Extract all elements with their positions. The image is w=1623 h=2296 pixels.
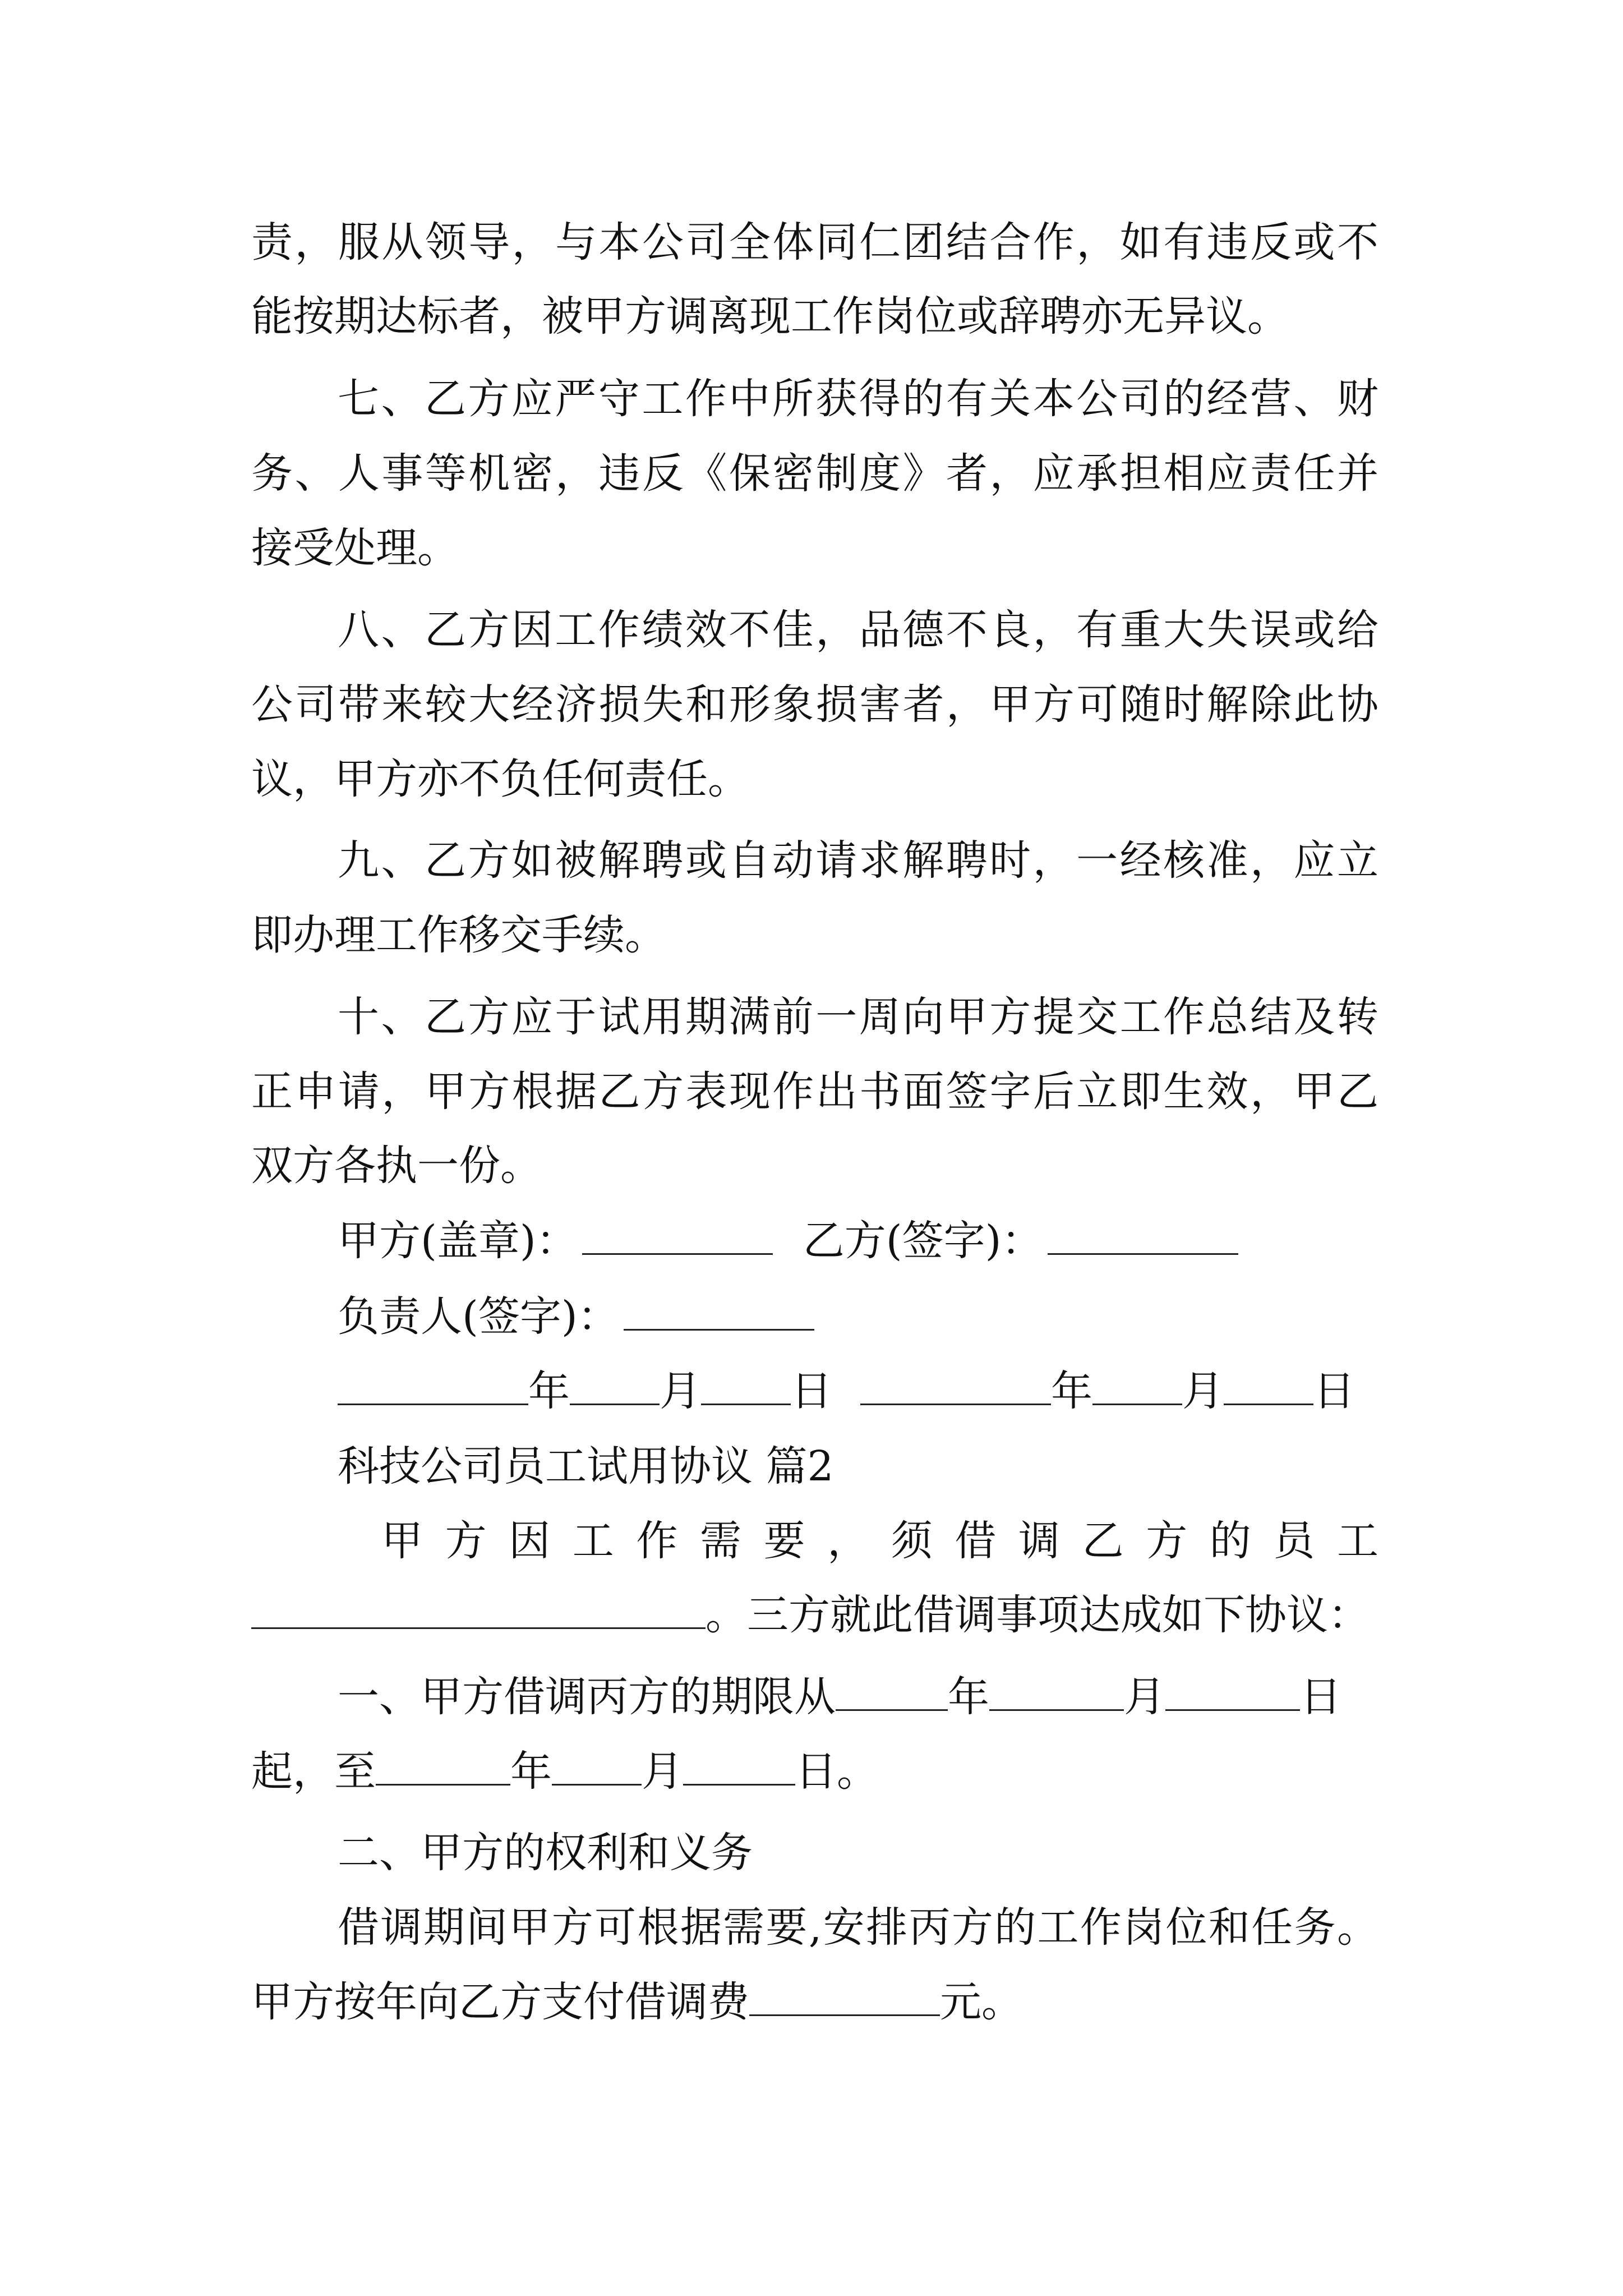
paragraph-line: 务、人事等机密，违反《保密制度》者，应承担相应责任并 (251, 449, 1378, 498)
to-year-blank[interactable] (376, 1745, 510, 1786)
party-a-blank[interactable] (582, 1214, 773, 1255)
date-month-blank-2[interactable] (1092, 1364, 1182, 1405)
date-year-blank[interactable] (338, 1364, 528, 1405)
signature-row-dates (338, 1363, 1355, 1419)
item-1-start: 一、甲方借调丙方的期限从 (338, 1673, 836, 1721)
employee-name-blank[interactable] (251, 1588, 706, 1629)
to-day-label: 日 (795, 1747, 837, 1796)
to-month-blank[interactable] (552, 1745, 642, 1786)
paragraph-line: 责，服从领导，与本公司全体同仁团结合作，如有违反或不 (251, 218, 1378, 266)
responsible-label: 负责人(签字)： (338, 1292, 619, 1341)
year-label-2: 年 (1051, 1367, 1092, 1415)
signature-row-responsible (338, 1289, 814, 1345)
day-label: 日 (791, 1367, 832, 1415)
party-a-label: 甲方(盖章)： (338, 1217, 578, 1265)
to-month-label: 月 (642, 1747, 683, 1796)
clause-10-line: 十、乙方应于试用期满前一周向甲方提交工作总结及转 (338, 993, 1378, 1041)
paragraph-line: 正申请，甲方根据乙方表现作出书面签字后立即生效，甲乙 (251, 1068, 1378, 1116)
party-b-blank[interactable] (1048, 1214, 1238, 1255)
section-2-intro: 甲方因工作需要，须借调乙方的员工 (381, 1517, 1378, 1565)
signature-row-parties (338, 1213, 1238, 1269)
fee-end: 元。 (940, 1978, 1023, 2026)
paragraph-line: 议，甲方亦不负任何责任。 (251, 755, 749, 803)
day-label-2: 日 (1313, 1367, 1355, 1415)
year-label: 年 (528, 1367, 570, 1415)
from-month-label: 月 (1124, 1673, 1165, 1721)
clause-7-line: 七、乙方应严守工作中所获得的有关本公司的经营、财 (338, 375, 1378, 423)
date-day-blank[interactable] (701, 1364, 791, 1405)
to-day-blank[interactable] (683, 1745, 795, 1786)
month-label: 月 (660, 1367, 701, 1415)
section-2-intro-line2 (251, 1587, 1370, 1643)
item-2-title: 二、甲方的权利和义务 (338, 1829, 753, 1877)
paragraph-line: 双方各执一份。 (251, 1142, 542, 1190)
period-end: 。 (837, 1747, 878, 1796)
responsible-blank[interactable] (624, 1290, 814, 1331)
section-2-title: 科技公司员工试用协议 篇2 (338, 1442, 834, 1490)
paragraph-line: 公司带来较大经济损失和形象损害者，甲方可随时解除此协 (251, 680, 1378, 729)
date-year-blank-2[interactable] (860, 1364, 1051, 1405)
month-label-2: 月 (1182, 1367, 1224, 1415)
from-year-label: 年 (948, 1673, 989, 1721)
paragraph-line: 能按期达标者，被甲方调离现工作岗位或辞聘亦无异议。 (251, 292, 1289, 341)
item-1-line1 (338, 1669, 1341, 1725)
to-year-label: 年 (510, 1747, 552, 1796)
intro-end: 。三方就此借调事项达成如下协议： (706, 1591, 1370, 1639)
fee-start: 甲方按年向乙方支付借调费 (251, 1978, 749, 2026)
item-2-paragraph: 借调期间甲方可根据需要,安排丙方的工作岗位和任务。 (338, 1903, 1378, 1952)
from-month-blank[interactable] (989, 1670, 1124, 1711)
from-day-blank[interactable] (1165, 1670, 1300, 1711)
item-1-line2 (251, 1743, 878, 1800)
from-year-blank[interactable] (836, 1670, 948, 1711)
from-day-label: 日 (1300, 1673, 1341, 1721)
date-month-blank[interactable] (570, 1364, 660, 1405)
party-b-label: 乙方(签字)： (803, 1217, 1043, 1265)
clause-9-line: 九、乙方如被解聘或自动请求解聘时，一经核准，应立 (338, 836, 1378, 885)
paragraph-line: 即办理工作移交手续。 (251, 911, 666, 959)
item-1-line2-start: 起，至 (251, 1747, 376, 1796)
date-day-blank-2[interactable] (1224, 1364, 1313, 1405)
clause-8-line: 八、乙方因工作绩效不佳，品德不良，有重大失误或给 (338, 606, 1378, 654)
item-2-fee-line (251, 1974, 1023, 2030)
paragraph-line: 接受处理。 (251, 524, 459, 572)
fee-amount-blank[interactable] (749, 1975, 940, 2016)
